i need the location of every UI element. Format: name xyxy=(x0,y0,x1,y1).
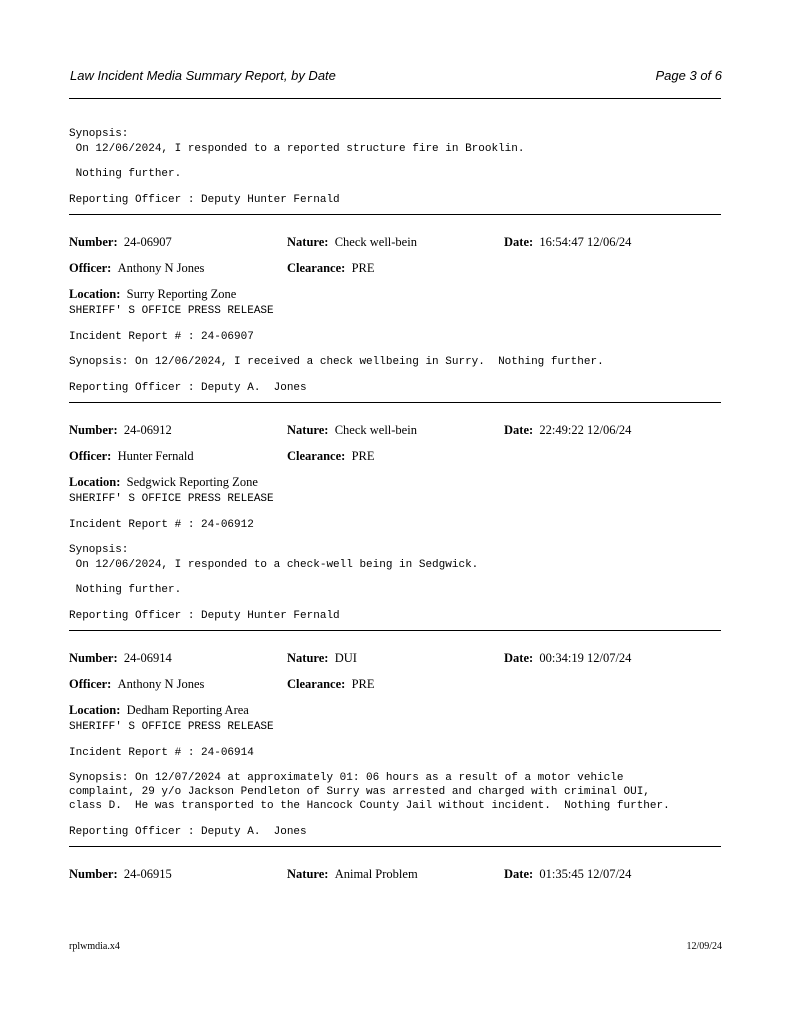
incident-date: 00:34:19 12/07/24 xyxy=(539,651,632,665)
synopsis-label: Synopsis: xyxy=(69,544,129,556)
synopsis-nothing-further: Nothing further. xyxy=(69,168,182,180)
incident-number: 24-06914 xyxy=(123,651,172,665)
incident-officer-field: Officer: Anthony N Jones xyxy=(69,677,205,691)
incident-number-field: Number: 24-06912 xyxy=(69,423,172,437)
press-release-line: SHERIFF' S OFFICE PRESS RELEASE xyxy=(69,305,274,317)
incident-date: 22:49:22 12/06/24 xyxy=(539,423,632,437)
synopsis-text: On 12/06/2024, I responded to a reported structure fire in Brooklin. xyxy=(69,143,525,155)
incident-report-number: Incident Report # : 24-06907 xyxy=(69,331,254,343)
incident-clearance: PRE xyxy=(351,449,375,463)
incident-clearance: PRE xyxy=(351,261,375,275)
incident-report-number: Incident Report # : 24-06914 xyxy=(69,747,254,759)
incident-nature: Check well-bein xyxy=(334,235,417,249)
incident-clearance-field: Clearance: PRE xyxy=(287,677,375,691)
incident-location-field: Location: Sedgwick Reporting Zone xyxy=(69,475,258,489)
section-rule xyxy=(69,214,721,215)
incident-number-field: Number: 24-06907 xyxy=(69,235,172,249)
incident-date-field: Date: 16:54:47 12/06/24 xyxy=(504,235,632,249)
header-rule xyxy=(69,98,721,99)
incident-location: Sedgwick Reporting Zone xyxy=(126,475,258,489)
incident-clearance-field: Clearance: PRE xyxy=(287,261,375,275)
reporting-officer: Reporting Officer : Deputy A. Jones xyxy=(69,826,307,838)
incident-date-field: Date: 22:49:22 12/06/24 xyxy=(504,423,632,437)
reporting-officer: Reporting Officer : Deputy Hunter Fernald xyxy=(69,194,340,206)
incident-clearance-field: Clearance: PRE xyxy=(287,449,375,463)
incident-officer: Anthony N Jones xyxy=(117,261,205,275)
incident-number-field: Number: 24-06914 xyxy=(69,651,172,665)
page-number: Page 3 of 6 xyxy=(655,68,722,83)
incident-nature-field: Nature: Check well-bein xyxy=(287,423,417,437)
synopsis-line: Synopsis: On 12/07/2024 at approximately 01: 06 hours as a result of a motor vehicle xyxy=(69,772,624,784)
incident-nature-field: Nature: Animal Problem xyxy=(287,867,418,881)
incident-number: 24-06912 xyxy=(123,423,172,437)
incident-location: Surry Reporting Zone xyxy=(126,287,237,301)
footer-print-date: 12/09/24 xyxy=(686,941,722,952)
reporting-officer: Reporting Officer : Deputy A. Jones xyxy=(69,382,307,394)
incident-officer: Hunter Fernald xyxy=(117,449,194,463)
incident-number-field: Number: 24-06915 xyxy=(69,867,172,881)
section-rule xyxy=(69,630,721,631)
incident-date: 01:35:45 12/07/24 xyxy=(539,867,632,881)
press-release-line: SHERIFF' S OFFICE PRESS RELEASE xyxy=(69,721,274,733)
incident-date-field: Date: 00:34:19 12/07/24 xyxy=(504,651,632,665)
press-release-line: SHERIFF' S OFFICE PRESS RELEASE xyxy=(69,493,274,505)
incident-number: 24-06907 xyxy=(123,235,172,249)
incident-nature-field: Nature: Check well-bein xyxy=(287,235,417,249)
incident-nature: Check well-bein xyxy=(334,423,417,437)
incident-location: Dedham Reporting Area xyxy=(126,703,249,717)
synopsis-line: complaint, 29 y/o Jackson Pendleton of Surry was arrested and charged with criminal OUI, xyxy=(69,786,650,798)
incident-nature-field: Nature: DUI xyxy=(287,651,357,665)
synopsis-text: Synopsis: On 12/06/2024, I received a check wellbeing in Surry. Nothing further. xyxy=(69,356,604,368)
incident-nature: DUI xyxy=(334,651,357,665)
incident-officer-field: Officer: Hunter Fernald xyxy=(69,449,194,463)
incident-number: 24-06915 xyxy=(123,867,172,881)
synopsis-text: On 12/06/2024, I responded to a check-well being in Sedgwick. xyxy=(69,559,479,571)
incident-report-number: Incident Report # : 24-06912 xyxy=(69,519,254,531)
incident-officer: Anthony N Jones xyxy=(117,677,205,691)
synopsis-label: Synopsis: xyxy=(69,128,129,140)
incident-location-field: Location: Surry Reporting Zone xyxy=(69,287,237,301)
section-rule xyxy=(69,846,721,847)
synopsis-nothing-further: Nothing further. xyxy=(69,584,182,596)
footer-report-code: rplwmdia.x4 xyxy=(69,941,120,952)
incident-location-field: Location: Dedham Reporting Area xyxy=(69,703,249,717)
reporting-officer: Reporting Officer : Deputy Hunter Fernald xyxy=(69,610,340,622)
incident-date-field: Date: 01:35:45 12/07/24 xyxy=(504,867,632,881)
incident-date: 16:54:47 12/06/24 xyxy=(539,235,632,249)
incident-officer-field: Officer: Anthony N Jones xyxy=(69,261,205,275)
section-rule xyxy=(69,402,721,403)
synopsis-line: class D. He was transported to the Hancock County Jail without incident. Nothing further. xyxy=(69,800,670,812)
incident-clearance: PRE xyxy=(351,677,375,691)
report-title: Law Incident Media Summary Report, by Date xyxy=(70,68,336,83)
incident-nature: Animal Problem xyxy=(334,867,418,881)
